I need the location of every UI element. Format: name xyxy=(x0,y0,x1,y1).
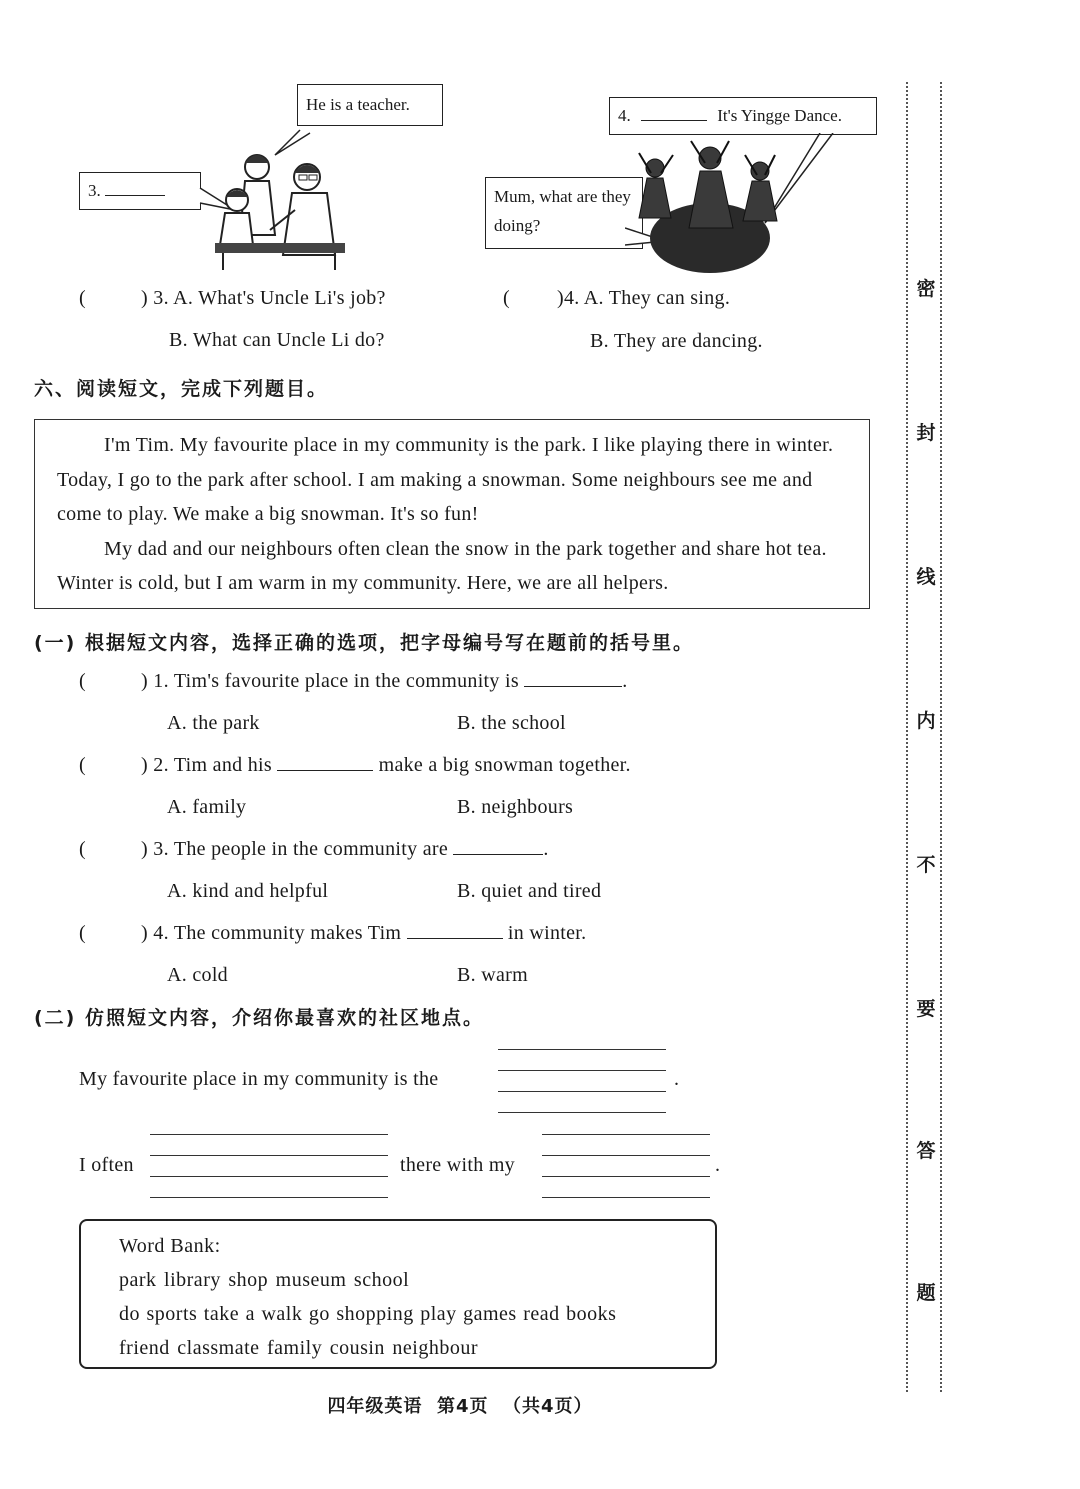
bubble-mum: Mum, what are they doing? xyxy=(485,177,643,249)
writing-line-1-end: . xyxy=(674,1068,680,1090)
writing-line-2-end: . xyxy=(715,1154,721,1176)
writing-blank-person-2[interactable] xyxy=(542,1155,710,1156)
writing-blank-place-1[interactable] xyxy=(498,1049,666,1050)
word-bank-title: Word Bank: xyxy=(119,1235,221,1257)
seal-char-4: 内 xyxy=(916,710,936,732)
seal-char-5: 不 xyxy=(916,854,936,876)
q3-option-a: A. kind and helpful xyxy=(167,880,329,902)
dialog-question-4-option-b: B. They are dancing. xyxy=(590,330,763,352)
q1-option-a: A. the park xyxy=(167,712,260,734)
section-6-title: 六、阅读短文，完成下列题目。 xyxy=(34,378,329,400)
writing-line-2-start: I often xyxy=(79,1154,134,1176)
writing-blank-person-1[interactable] xyxy=(542,1134,710,1135)
writing-blank-person-4[interactable] xyxy=(542,1197,710,1198)
q4-answer-blank[interactable] xyxy=(641,104,707,121)
word-bank-places: park library shop museum school xyxy=(119,1269,410,1291)
writing-blank-place-3[interactable] xyxy=(498,1091,666,1092)
passage-paragraph-1: I'm Tim. My favourite place in my community is the park. I like playing there in winter. Today, I go to the park after school. I am making a snowman. Some neighbours see me and come to play. We make a big snowman. It's so fun! xyxy=(57,434,834,525)
seal-char-8: 题 xyxy=(916,1282,936,1304)
q2-option-b: B. neighbours xyxy=(457,796,574,818)
seal-dotted-line-right xyxy=(940,82,942,1392)
q4-blank[interactable] xyxy=(407,922,503,939)
dialog-question-3: ( ) 3. A. What's Uncle Li's job? xyxy=(79,287,386,309)
writing-blank-activity-3[interactable] xyxy=(150,1176,388,1177)
q1-blank[interactable] xyxy=(524,670,622,687)
seal-char-6: 要 xyxy=(916,998,936,1020)
bubble-teacher: He is a teacher. xyxy=(297,84,443,126)
q2-option-a: A. family xyxy=(167,796,247,818)
writing-blank-place-4[interactable] xyxy=(498,1112,666,1113)
word-bank-people: friend classmate family cousin neighbour xyxy=(119,1337,479,1359)
dialog-question-4: ( )4. A. They can sing. xyxy=(503,287,731,309)
yingge-dance-illustration xyxy=(625,133,840,278)
q3-answer-blank[interactable] xyxy=(105,179,165,196)
word-bank-activities: do sports take a walk go shopping play games read books xyxy=(119,1303,617,1325)
bubble-q4: 4. It's Yingge Dance. xyxy=(609,97,877,135)
seal-char-1: 密 xyxy=(916,278,936,300)
q4-option-a: A. cold xyxy=(167,964,228,986)
q1-option-b: B. the school xyxy=(457,712,566,734)
seal-char-2: 封 xyxy=(916,422,936,444)
family-illustration xyxy=(195,115,355,275)
writing-line-1-text: My favourite place in my community is the xyxy=(79,1068,439,1090)
seal-char-7: 答 xyxy=(916,1140,936,1162)
part-1-title: (一) 根据短文内容，选择正确的选项，把字母编号写在题前的括号里。 xyxy=(34,632,694,654)
dialog-question-3-option-b: B. What can Uncle Li do? xyxy=(169,329,385,351)
seal-char-3: 线 xyxy=(916,566,936,588)
reading-question-1: ( ) 1. Tim's favourite place in the community is . xyxy=(79,670,628,692)
q2-blank[interactable] xyxy=(277,754,373,771)
bubble-q3: 3. xyxy=(79,172,201,210)
reading-passage xyxy=(34,419,870,609)
passage-paragraph-2: My dad and our neighbours often clean the snow in the park together and share hot tea. Winter is cold, but I am warm in my community. Here, we are all helpers. xyxy=(57,537,827,594)
q3-option-b: B. quiet and tired xyxy=(457,880,602,902)
page-footer: 四年级英语 第4页 （共4页） xyxy=(327,1396,593,1417)
reading-question-3: ( ) 3. The people in the community are . xyxy=(79,838,549,860)
q3-blank[interactable] xyxy=(453,838,543,855)
writing-blank-activity-1[interactable] xyxy=(150,1134,388,1135)
writing-blank-person-3[interactable] xyxy=(542,1176,710,1177)
reading-question-2: ( ) 2. Tim and his make a big snowman together. xyxy=(79,754,631,776)
reading-question-4: ( ) 4. The community makes Tim in winter. xyxy=(79,922,587,944)
q4-option-b: B. warm xyxy=(457,964,528,986)
word-bank xyxy=(79,1219,717,1369)
writing-blank-place-2[interactable] xyxy=(498,1070,666,1071)
writing-blank-activity-2[interactable] xyxy=(150,1155,388,1156)
writing-line-2-mid: there with my xyxy=(400,1154,515,1176)
seal-dotted-line-left xyxy=(906,82,908,1392)
writing-blank-activity-4[interactable] xyxy=(150,1197,388,1198)
part-2-title: (二) 仿照短文内容，介绍你最喜欢的社区地点。 xyxy=(34,1007,484,1029)
